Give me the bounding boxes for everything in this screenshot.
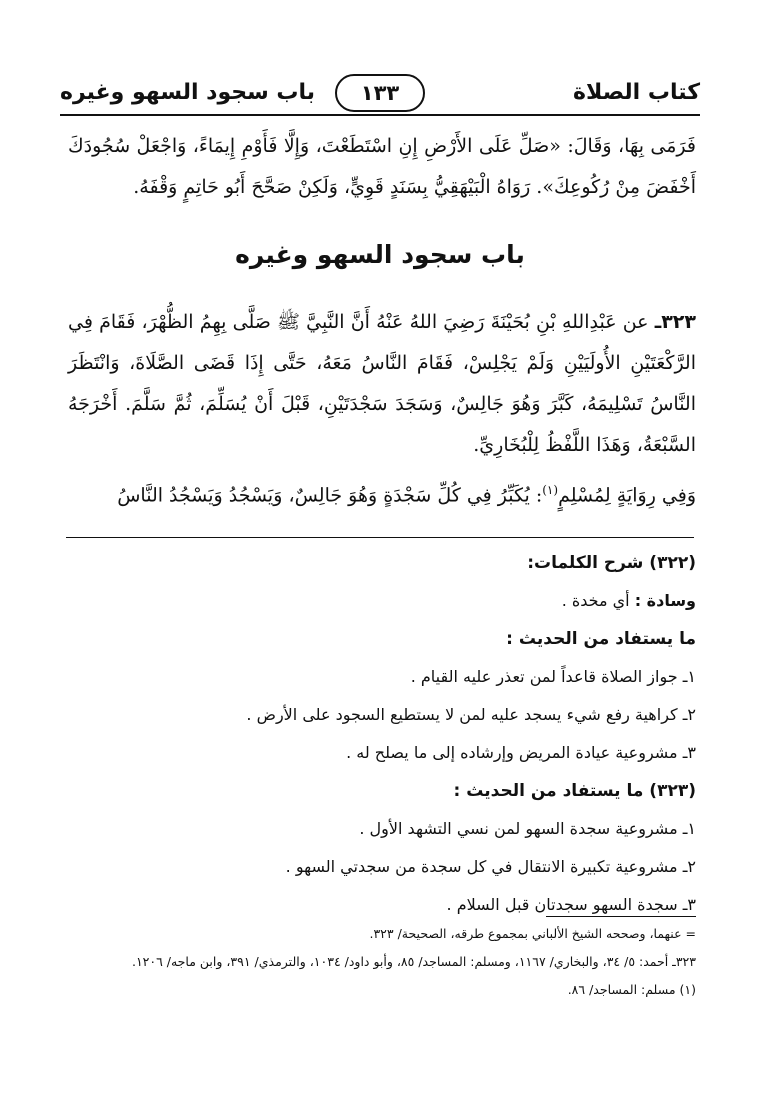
footnote-ref: (١)	[542, 483, 559, 497]
hadith-number: ٣٢٣ـ	[654, 311, 696, 333]
hadith-323	[68, 302, 696, 466]
footnote-rule	[546, 916, 696, 917]
word-label: وسادة :	[634, 591, 696, 610]
list-item: ١ـ جواز الصلاة قاعداً لمن تعذر عليه القيام .	[410, 667, 696, 686]
list-item: ٢ـ كراهية رفع شيء يسجد عليه لمن لا يستطيع السجود على الأرض .	[246, 705, 696, 724]
header-rule	[60, 114, 700, 116]
list-item: ٣ـ مشروعية عيادة المريض وإرشاده إلى ما يصلح له .	[346, 743, 696, 762]
footnote-continuation: = عنهما، وصححه الشيخ الألباني بمجموع طرقه، الصحيحة/ ٣٢٣.	[369, 926, 696, 941]
riwaya-paragraph	[68, 470, 696, 516]
list-item: ٢ـ مشروعية تكبيرة الانتقال في كل سجدة من سجدتي السهو .	[285, 857, 696, 876]
top-paragraph: فَرَمَى بِهَا، وَقَالَ: «صَلِّ عَلَى الأَرْضِ إِنِ اسْتَطَعْتَ، وَإِلَّا فَأَوْمِ إِيمَاءً، وَاجْعَلْ سُجُودَكَ أَخْفَضَ مِنْ رُكُوعِكَ». رَوَاهُ الْبَيْهَقِيُّ بِسَنَدٍ قَوِيٍّ، وَلَكِنْ صَحَّحَ أَبُو حَاتِمٍ وَقْفَهُ.	[68, 135, 696, 198]
riwaya-after: : يُكَبِّرُ فِي كُلِّ سَجْدَةٍ وَهُوَ جَالِسٌ، وَيَسْجُدُ وَيَسْجُدُ النَّاسُ	[117, 484, 543, 507]
notes-322-heading: (٣٢٢) شرح الكلمات:	[527, 553, 696, 573]
chapter-title-header: باب سجود السهو وغيره	[60, 80, 316, 105]
commentary-notes	[70, 544, 696, 924]
hadith-text: عن عَبْدِاللهِ بْنِ بُحَيْنَةَ رَضِيَ اللهُ عَنْهُ أَنَّ النَّبِيَّ ﷺ صَلَّى بِهِمُ الظُّهْرَ، فَقَامَ فِي الرَّكْعَتَيْنِ الأُولَيَيْنِ وَلَمْ يَجْلِسْ، فَقَامَ النَّاسُ مَعَهُ، حَتَّى إِذَا قَضَى الصَّلَاةَ، وَانْتَظَرَ النَّاسُ تَسْلِيمَهُ، كَبَّرَ وَهُوَ جَالِسٌ، وَسَجَدَ سَجْدَتَيْنِ، قَبْلَ أَنْ يُسَلِّمَ، ثُمَّ سَلَّمَ. أَخْرَجَهُ السَّبْعَةُ، وَهَذَا اللَّفْظُ لِلْبُخَارِيِّ.	[68, 311, 696, 456]
footnote-1: (١) مسلم: المساجد/ ٨٦.	[567, 982, 696, 997]
list-item: ٣ـ سجدة السهو سجدتان قبل السلام .	[446, 895, 696, 914]
section-title: باب سجود السهو وغيره	[235, 240, 525, 269]
list-item: ١ـ مشروعية سجدة السهو لمن نسي التشهد الأول .	[359, 819, 696, 838]
footnote-takhrij: ٣٢٣ـ أحمد: ٥/ ٣٤، والبخاري/ ١١٦٧، ومسلم: المساجد/ ٨٥، وأبو داود/ ١٠٣٤، والترمذي/ ٣٩١، وابن ماجه/ ١٢٠٦.	[131, 954, 696, 969]
benefits-heading: ما يستفاد من الحديث :	[506, 629, 696, 649]
page-number: ١٣٣	[335, 74, 425, 112]
running-header	[60, 76, 700, 116]
footnotes	[62, 920, 696, 1004]
word-meaning: أي مخدة .	[561, 591, 630, 610]
word-definition	[70, 582, 696, 620]
notes-323-heading: (٣٢٣) ما يستفاد من الحديث :	[453, 781, 696, 801]
riwaya-before: وَفِي رِوَايَةٍ لِمُسْلِمٍ	[558, 484, 696, 507]
notes-divider	[66, 537, 694, 538]
book-title: كتاب الصلاة	[573, 80, 700, 105]
